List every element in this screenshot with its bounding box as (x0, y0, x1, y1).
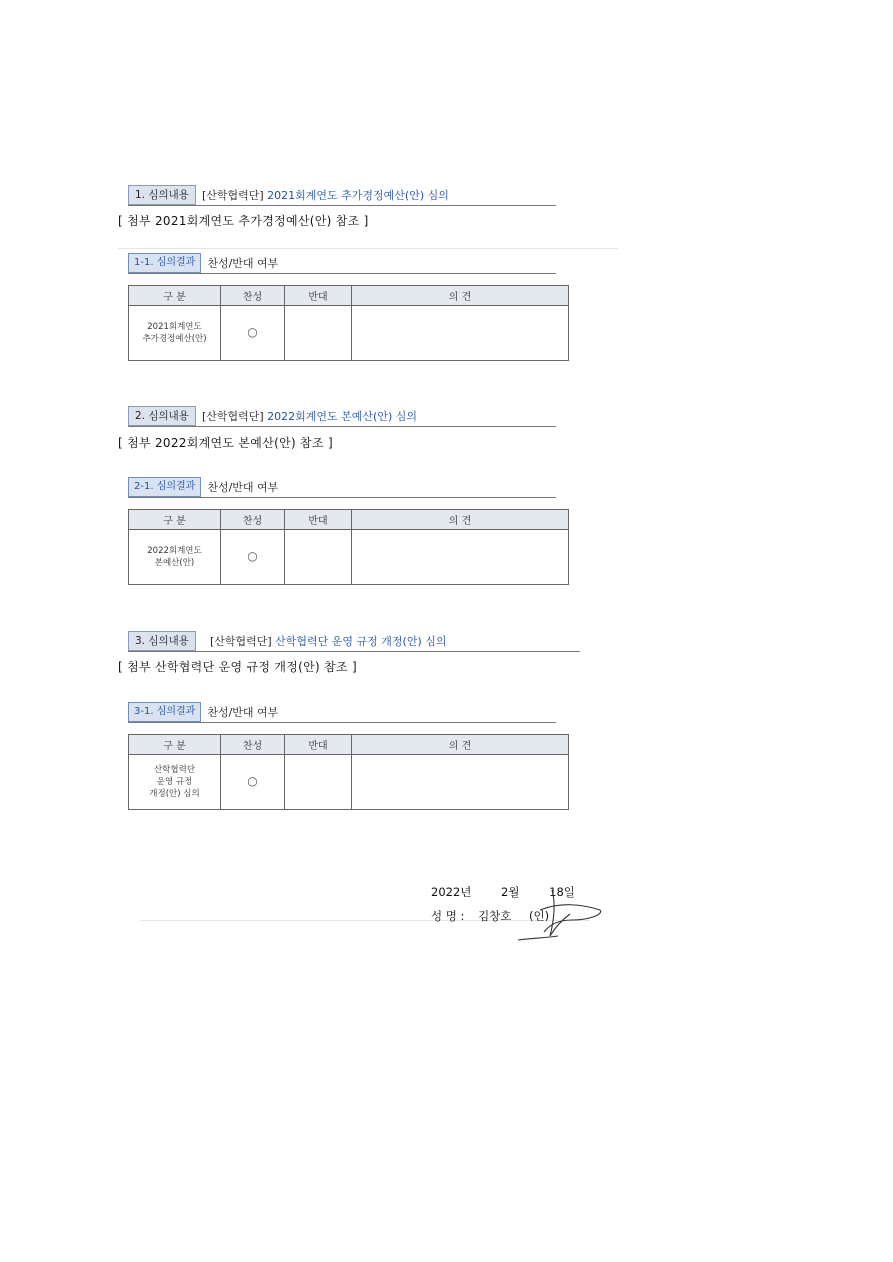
row-label: 산학협력단 운영 규정 개정(안) 심의 (129, 755, 221, 810)
table-header-row (129, 286, 569, 306)
seal-mark: (인) (529, 909, 550, 923)
opinion-cell[interactable] (352, 530, 569, 585)
header-category: 구 분 (129, 286, 221, 306)
section-2-header (128, 406, 588, 427)
header-oppose: 반대 (285, 735, 352, 755)
approve-mark: ○ (247, 549, 258, 563)
section-heading (128, 631, 580, 652)
result-title: 찬성/반대 여부 (207, 481, 279, 494)
section-heading (128, 406, 556, 427)
result-title: 찬성/반대 여부 (207, 257, 279, 270)
approve-cell[interactable] (221, 306, 285, 361)
section-title-prefix: [산학협력단] (201, 410, 264, 423)
header-opinion: 의 견 (352, 735, 569, 755)
sign-label: 성 명 : (431, 909, 465, 923)
result-heading (128, 253, 556, 274)
result-tag: 2-1. 심의결과 (128, 477, 201, 497)
section-1-header (128, 185, 588, 206)
attachment-note: [ 첨부 2022회계연도 본예산(안) 참조 ] (118, 436, 333, 450)
section-3-header (128, 631, 588, 652)
header-opinion: 의 견 (352, 286, 569, 306)
date-day: 18일 (549, 885, 575, 899)
oppose-cell[interactable] (285, 306, 352, 361)
row-label: 2021회계연도 추가경정예산(안) (129, 306, 221, 361)
header-category: 구 분 (129, 510, 221, 530)
result-title: 찬성/반대 여부 (207, 706, 279, 719)
header-oppose: 반대 (285, 286, 352, 306)
opinion-cell[interactable] (352, 755, 569, 810)
scan-line (118, 248, 618, 249)
section-tag: 1. 심의내용 (128, 185, 196, 205)
vote-table-1 (128, 285, 569, 361)
opinion-cell[interactable] (352, 306, 569, 361)
signer-name: 김창호 (478, 909, 512, 923)
approve-mark: ○ (247, 774, 258, 788)
section-title-main: 2022회계연도 본예산(안) 심의 (267, 410, 417, 423)
section-title-prefix: [산학협력단] (209, 635, 272, 648)
vote-table-2 (128, 509, 569, 585)
attachment-note: [ 첨부 산학협력단 운영 규정 개정(안) 참조 ] (118, 660, 358, 674)
approve-mark: ○ (247, 325, 258, 339)
header-approve: 찬성 (221, 510, 285, 530)
approve-cell[interactable] (221, 755, 285, 810)
header-oppose: 반대 (285, 510, 352, 530)
header-opinion: 의 견 (352, 510, 569, 530)
oppose-cell[interactable] (285, 530, 352, 585)
section-title (202, 408, 417, 424)
table-header-row (129, 735, 569, 755)
result-heading (128, 702, 556, 723)
vote-table-3 (128, 734, 569, 810)
section-title-main: 2021회계연도 추가경정예산(안) 심의 (267, 189, 449, 202)
table-header-row (129, 510, 569, 530)
date-year: 2022년 (431, 885, 472, 899)
date-month: 2월 (501, 885, 520, 899)
result-tag: 1-1. 심의결과 (128, 253, 201, 273)
section-tag: 2. 심의내용 (128, 406, 196, 426)
oppose-cell[interactable] (285, 755, 352, 810)
section-tag: 3. 심의내용 (128, 631, 196, 651)
header-category: 구 분 (129, 735, 221, 755)
section-heading (128, 185, 556, 206)
attachment-note: [ 첨부 2021회계연도 추가경정예산(안) 참조 ] (118, 214, 369, 228)
handwritten-signature-icon (510, 880, 610, 950)
result-heading (128, 477, 556, 498)
table-row (129, 755, 569, 810)
result-tag: 3-1. 심의결과 (128, 702, 201, 722)
header-approve: 찬성 (221, 286, 285, 306)
section-title (210, 633, 447, 649)
table-row (129, 530, 569, 585)
section-title-prefix: [산학협력단] (201, 189, 264, 202)
section-title-main: 산학협력단 운영 규정 개정(안) 심의 (275, 635, 447, 648)
row-label: 2022회계연도 본예산(안) (129, 530, 221, 585)
section-title (202, 187, 449, 203)
table-row (129, 306, 569, 361)
header-approve: 찬성 (221, 735, 285, 755)
approve-cell[interactable] (221, 530, 285, 585)
